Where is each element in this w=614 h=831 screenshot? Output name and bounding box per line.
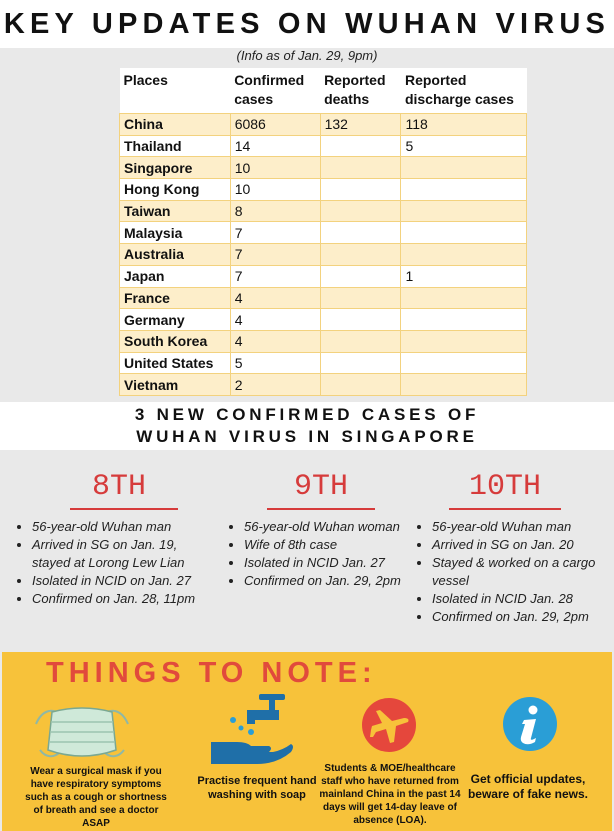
page-title: KEY UPDATES ON WUHAN VIRUS [3, 7, 611, 40]
cell-confirmed: 7 [230, 265, 320, 287]
cell-place: Thailand [120, 135, 231, 157]
cell-confirmed: 8 [230, 200, 320, 222]
airplane-icon [360, 696, 418, 754]
table-row [120, 352, 527, 374]
list-item: • Confirmed on Jan. 29, 2pm [432, 608, 608, 626]
cases-table [119, 68, 527, 396]
table-row [120, 309, 527, 331]
cell-deaths: 132 [320, 114, 401, 136]
cell-confirmed: 2 [230, 374, 320, 396]
cell-confirmed: 10 [230, 157, 320, 179]
column-header-discharged: Reported discharge cases [401, 68, 527, 114]
cell-confirmed: 5 [230, 352, 320, 374]
cell-deaths [320, 200, 401, 222]
cell-place: South Korea [120, 330, 231, 352]
list-item: • Confirmed on Jan. 28, 11pm [32, 590, 218, 608]
list-item: • Arrived in SG on Jan. 19, stayed at Lorong Lew Lian [32, 536, 218, 572]
case-8-underline [70, 508, 178, 510]
case-9-label: 9TH [293, 470, 348, 504]
column-header-confirmed: Confirmed cases [230, 68, 320, 114]
cell-deaths [320, 374, 401, 396]
cell-discharged [401, 309, 527, 331]
cell-place: Hong Kong [120, 179, 231, 201]
cell-deaths [320, 135, 401, 157]
table-row [120, 200, 527, 222]
cell-confirmed: 6086 [230, 114, 320, 136]
cell-discharged [401, 179, 527, 201]
list-item: • Wife of 8th case [244, 536, 408, 554]
cell-discharged: 1 [401, 265, 527, 287]
table-row [120, 374, 527, 396]
info-icon [502, 696, 558, 752]
case-10-details [418, 518, 608, 626]
cell-deaths [320, 309, 401, 331]
case-10-label: 10TH [468, 470, 541, 504]
tip-mask-text: Wear a surgical mask if you have respiratory symptoms such as a cough or shortness of breath and see a doctor ASAP [25, 766, 167, 829]
list-item: • Arrived in SG on Jan. 20 [432, 536, 608, 554]
cell-deaths [320, 352, 401, 374]
cell-place: United States [120, 352, 231, 374]
singapore-heading-line-2: WUHAN VIRUS IN SINGAPORE [136, 427, 478, 446]
cell-discharged [401, 374, 527, 396]
info-timestamp: (Info as of Jan. 29, 9pm) [236, 48, 378, 63]
cell-place: Malaysia [120, 222, 231, 244]
table-row [120, 287, 527, 309]
table-row [120, 114, 527, 136]
list-item: • 56-year-old Wuhan man [32, 518, 218, 536]
tip-handwash-text: Practise frequent hand washing with soap [197, 775, 317, 801]
case-10-underline [449, 508, 561, 510]
cell-confirmed: 4 [230, 330, 320, 352]
cell-deaths [320, 222, 401, 244]
cell-deaths [320, 287, 401, 309]
singapore-cases-heading [0, 402, 614, 450]
cell-discharged [401, 352, 527, 374]
column-header-deaths: Reported deaths [320, 68, 401, 114]
list-item: • 56-year-old Wuhan man [432, 518, 608, 536]
cell-place: Singapore [120, 157, 231, 179]
case-8-label: 8TH [91, 470, 146, 504]
cell-place: China [120, 114, 231, 136]
things-to-note-panel [2, 652, 612, 831]
cell-deaths [320, 330, 401, 352]
cell-confirmed: 7 [230, 244, 320, 266]
cell-place: France [120, 287, 231, 309]
cell-discharged [401, 222, 527, 244]
case-9-details [230, 518, 408, 590]
cell-discharged [401, 287, 527, 309]
cell-discharged [401, 200, 527, 222]
case-8-details [18, 518, 218, 608]
cell-place: Taiwan [120, 200, 231, 222]
cell-discharged: 5 [401, 135, 527, 157]
table-row [120, 179, 527, 201]
list-item: • Isolated in NCID on Jan. 27 [32, 572, 218, 590]
singapore-heading-line-1: 3 NEW CONFIRMED CASES OF [134, 405, 480, 424]
list-item: • Isolated in NCID Jan. 28 [432, 590, 608, 608]
surgical-mask-icon [32, 704, 132, 762]
cell-discharged: 118 [401, 114, 527, 136]
cell-deaths [320, 157, 401, 179]
table-row [120, 222, 527, 244]
list-item: • Confirmed on Jan. 29, 2pm [244, 572, 408, 590]
column-header-places: Places [120, 68, 231, 114]
cell-confirmed: 10 [230, 179, 320, 201]
table-row [120, 330, 527, 352]
table-row [120, 265, 527, 287]
cell-deaths [320, 244, 401, 266]
cell-discharged [401, 157, 527, 179]
table-row [120, 244, 527, 266]
hand-washing-icon [207, 692, 297, 767]
case-9-underline [267, 508, 375, 510]
tip-loa-text: Students & MOE/healthcare staff who have returned from mainland China in the past 14 days will get 14-day leave of absence (LOA). [319, 763, 461, 826]
cell-confirmed: 7 [230, 222, 320, 244]
things-to-note-title: THINGS TO NOTE: [46, 657, 377, 689]
list-item: • Isolated in NCID Jan. 27 [244, 554, 408, 572]
list-item: • Stayed & worked on a cargo vessel [432, 554, 608, 590]
table-row [120, 157, 527, 179]
cell-confirmed: 4 [230, 287, 320, 309]
cell-discharged [401, 244, 527, 266]
cell-deaths [320, 265, 401, 287]
cell-place: Germany [120, 309, 231, 331]
cell-deaths [320, 179, 401, 201]
cell-confirmed: 14 [230, 135, 320, 157]
title-banner [0, 0, 614, 48]
cell-discharged [401, 330, 527, 352]
cell-confirmed: 4 [230, 309, 320, 331]
table-header-row [120, 68, 527, 114]
table-row [120, 135, 527, 157]
cell-place: Japan [120, 265, 231, 287]
cell-place: Vietnam [120, 374, 231, 396]
tip-official-updates-text: Get official updates, beware of fake news. [467, 772, 589, 801]
cell-place: Australia [120, 244, 231, 266]
list-item: • 56-year-old Wuhan woman [244, 518, 408, 536]
table-body [120, 114, 527, 396]
